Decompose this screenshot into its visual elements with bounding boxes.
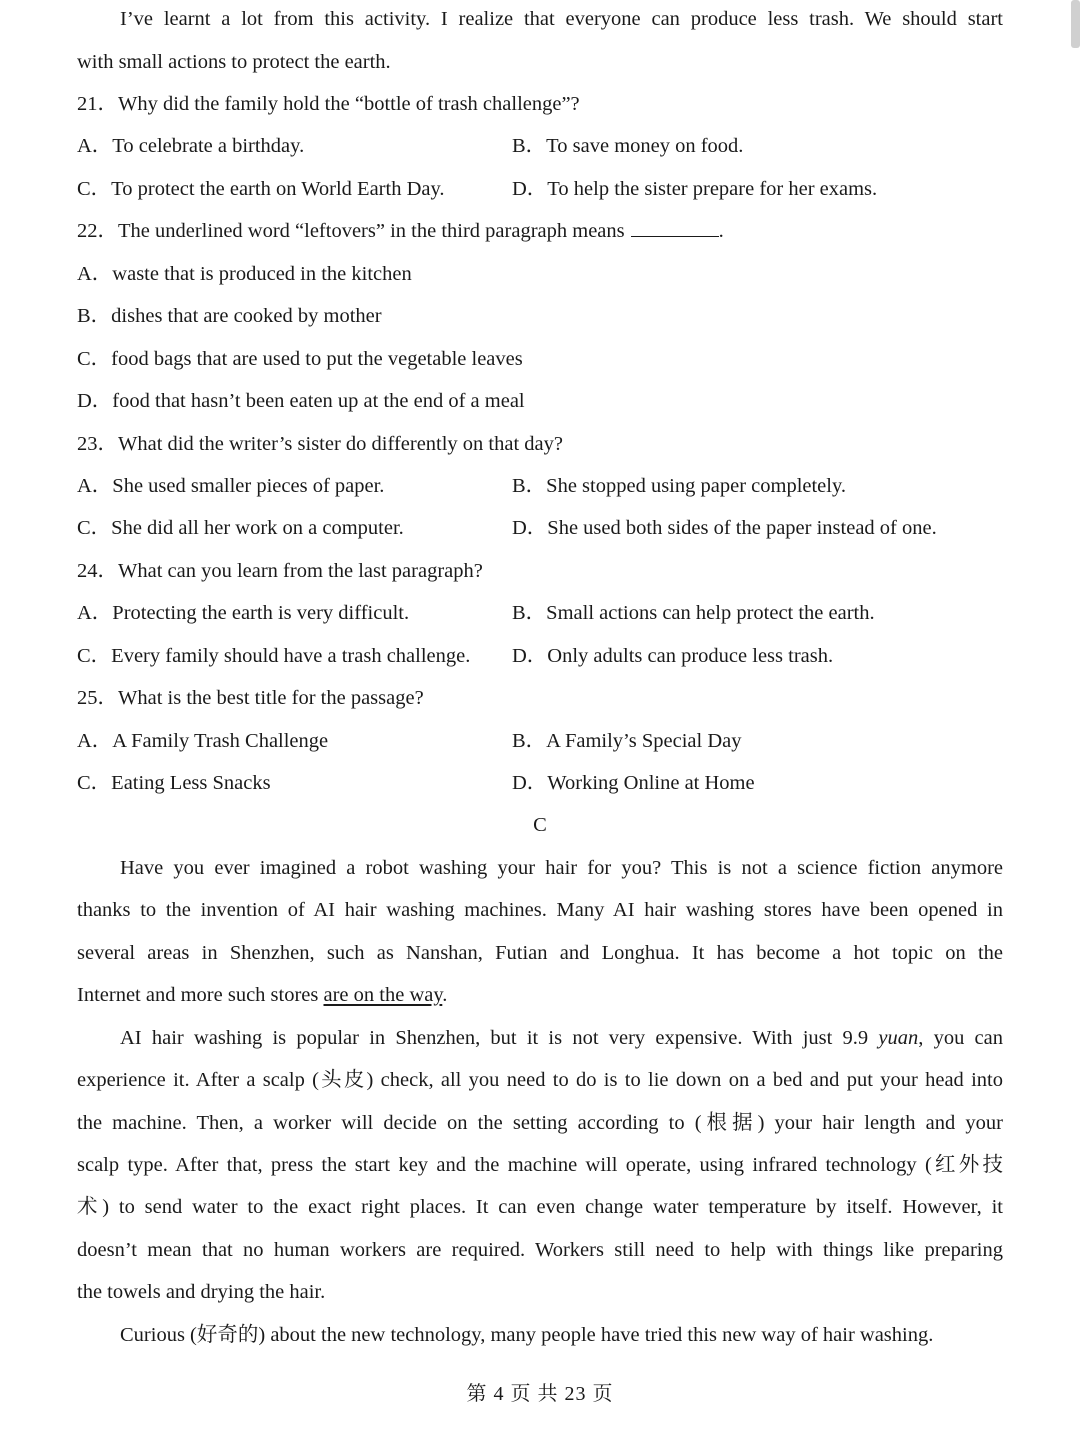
option-24-b: B．Small actions can help protect the earth. bbox=[512, 602, 875, 624]
option-22-a: A．waste that is produced in the kitchen bbox=[77, 263, 412, 285]
question-21 bbox=[77, 90, 580, 118]
option-21-b: B．To save money on food. bbox=[512, 135, 744, 157]
paragraph-line bbox=[77, 981, 447, 1009]
paragraph-line: with small actions to protect the earth. bbox=[77, 51, 391, 73]
question-text: What did the writer’s sister do differently on that day? bbox=[118, 433, 563, 455]
question-number: 23． bbox=[77, 433, 118, 455]
question-24 bbox=[77, 557, 483, 585]
text-span: . bbox=[442, 984, 448, 1006]
question-text: What is the best title for the passage? bbox=[118, 687, 424, 709]
option-22-b: B．dishes that are cooked by mother bbox=[77, 305, 382, 327]
paragraph-line: several areas in Shenzhen, such as Nanshan, Futian and Longhua. It has become a hot topic on the bbox=[77, 942, 1003, 964]
paragraph-line: experience it. After a scalp (头皮) check, all you need to do is to lie down on a bed and put your head into bbox=[77, 1069, 1003, 1091]
italic-word: yuan bbox=[878, 1027, 919, 1049]
question-text: The underlined word “leftovers” in the third paragraph means bbox=[118, 220, 625, 242]
option-23-a: A．She used smaller pieces of paper. bbox=[77, 475, 385, 497]
question-number: 25． bbox=[77, 687, 118, 709]
paragraph-line: Have you ever imagined a robot washing your hair for you? This is not a science fiction anymore bbox=[120, 857, 1003, 879]
question-text: What can you learn from the last paragraph? bbox=[118, 560, 483, 582]
paragraph-line: the towels and drying the hair. bbox=[77, 1281, 326, 1303]
paragraph-line: the machine. Then, a worker will decide on the setting according to (根据) your hair length and your bbox=[77, 1112, 1003, 1134]
option-23-b: B．She stopped using paper completely. bbox=[512, 475, 847, 497]
option-23-c: C．She did all her work on a computer. bbox=[77, 517, 404, 539]
paragraph-line: scalp type. After that, press the start key and the machine will operate, using infrared technology (红外技 bbox=[77, 1154, 1003, 1176]
option-21-d: D．To help the sister prepare for her exams. bbox=[512, 178, 878, 200]
option-21-a: A．To celebrate a birthday. bbox=[77, 135, 305, 157]
question-number: 24． bbox=[77, 560, 118, 582]
option-22-c: C．food bags that are used to put the vegetable leaves bbox=[77, 348, 523, 370]
text-span: AI hair washing is popular in Shenzhen, but it is not very expensive. With just 9.9 bbox=[120, 1027, 879, 1049]
question-25 bbox=[77, 684, 424, 712]
option-25-a: A．A Family Trash Challenge bbox=[77, 730, 329, 752]
option-25-c: C．Eating Less Snacks bbox=[77, 772, 271, 794]
paragraph-line bbox=[120, 1024, 1003, 1052]
underlined-phrase: are on the way bbox=[323, 984, 443, 1006]
option-24-a: A．Protecting the earth is very difficult. bbox=[77, 602, 410, 624]
question-22 bbox=[77, 217, 724, 245]
text-span: Internet and more such stores bbox=[77, 984, 324, 1006]
option-21-c: C．To protect the earth on World Earth Day. bbox=[77, 178, 445, 200]
text-span: , you can bbox=[918, 1027, 1003, 1049]
option-24-c: C．Every family should have a trash challenge. bbox=[77, 645, 471, 667]
option-25-d: D．Working Online at Home bbox=[512, 772, 755, 794]
option-24-d: D．Only adults can produce less trash. bbox=[512, 645, 834, 667]
page-footer: 第 4 页 共 23 页 bbox=[466, 1383, 614, 1405]
paragraph-line: I’ve learnt a lot from this activity. I realize that everyone can produce less trash. We should start bbox=[120, 8, 1003, 30]
option-22-d: D．food that hasn’t been eaten up at the end of a meal bbox=[77, 390, 525, 412]
paragraph-line: doesn’t mean that no human workers are required. Workers still need to help with things like preparing bbox=[77, 1239, 1003, 1261]
paragraph-line: Curious (好奇的) about the new technology, many people have tried this new way of hair washing. bbox=[120, 1324, 934, 1346]
scrollbar[interactable] bbox=[1071, 0, 1080, 48]
paragraph-line: thanks to the invention of AI hair washing machines. Many AI hair washing stores have been opened in bbox=[77, 899, 1003, 921]
answer-blank bbox=[631, 218, 719, 237]
question-text: Why did the family hold the “bottle of trash challenge”? bbox=[118, 93, 580, 115]
question-number: 22． bbox=[77, 220, 118, 242]
question-23 bbox=[77, 430, 563, 458]
question-text-end: . bbox=[718, 220, 724, 242]
option-23-d: D．She used both sides of the paper instead of one. bbox=[512, 517, 937, 539]
paragraph-line: 术) to send water to the exact right places. It can even change water temperature by itself. However, it bbox=[77, 1196, 1003, 1218]
question-number: 21． bbox=[77, 93, 118, 115]
section-heading: C bbox=[533, 814, 547, 836]
option-25-b: B．A Family’s Special Day bbox=[512, 730, 742, 752]
